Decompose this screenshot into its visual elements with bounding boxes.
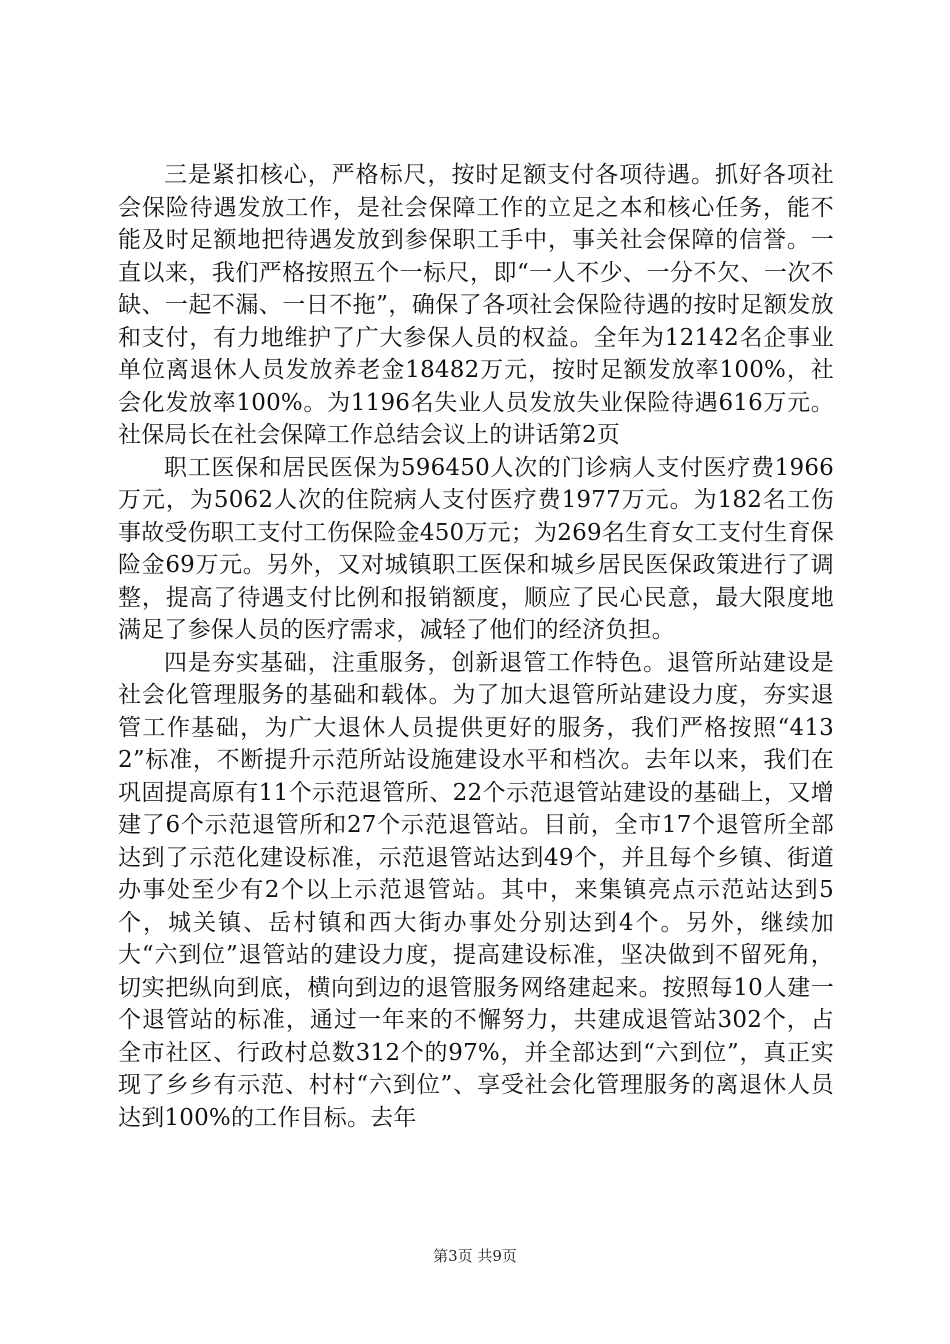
paragraph-benefits-payment: 三是紧扣核心，严格标尺，按时足额支付各项待遇。抓好各项社会保险待遇发放工作，是社会保障工作的立足之本和核心任务，能不能及时足额地把待遇发放到参保职工手中，事关社会保障的信誉。一直以来，我们严格按照五个一标尺，即“一人不少、一分不欠、一次不缺、一起不漏、一日不拖”，确保了各项社会保险待遇的按时足额发放和支付，有力地维护了广大参保人员的权益。全年为12142名企事业单位离退休人员发放养老金18482万元，按时足额发放率100%，社会化发放率100%。为1196名失业人员发放失业保险待遇616万元。社保局长在社会保障工作总结会议上的讲话第2页 bbox=[118, 162, 834, 448]
document-body bbox=[118, 159, 834, 1134]
paragraph-medical-insurance: 职工医保和居民医保为596450人次的门诊病人支付医疗费1966万元，为5062人次的住院病人支付医疗费1977万元。为182名工伤事故受伤职工支付工伤保险金450万元；为269名生育女工支付生育保险金69万元。另外，又对城镇职工医保和城乡居民医保政策进行了调整，提高了待遇支付比例和报销额度，顺应了民心民意，最大限度地满足了参保人员的医疗需求，减轻了他们的经济负担。 bbox=[118, 454, 834, 643]
paragraph-retiree-management: 四是夯实基础，注重服务，创新退管工作特色。退管所站建设是社会化管理服务的基础和载体。为了加大退管所站建设力度，夯实退管工作基础，为广大退休人员提供更好的服务，我们严格按照“4132”标准，不断提升示范所站设施建设水平和档次。去年以来，我们在巩固提高原有11个示范退管所、22个示范退管站建设的基础上，又增建了6个示范退管所和27个示范退管站。目前，全市17个退管所全部达到了示范化建设标准，示范退管站达到49个，并且每个乡镇、街道办事处至少有2个以上示范退管站。其中，来集镇亮点示范站达到5个，城关镇、岳村镇和西大街办事处分别达到4个。另外，继续加大“六到位”退管站的建设力度，提高建设标准，坚决做到不留死角，切实把纵向到底，横向到边的退管服务网络建起来。按照每10人建一个退管站的标准，通过一年来的不懈努力，共建成退管站302个，占全市社区、行政村总数312个的97%，并全部达到“六到位”，真正实现了乡乡有示范、村村“六到位”、享受社会化管理服务的离退休人员达到100%的工作目标。去年 bbox=[118, 649, 834, 1131]
page-number-footer: 第3页 共9页 bbox=[433, 1247, 517, 1265]
